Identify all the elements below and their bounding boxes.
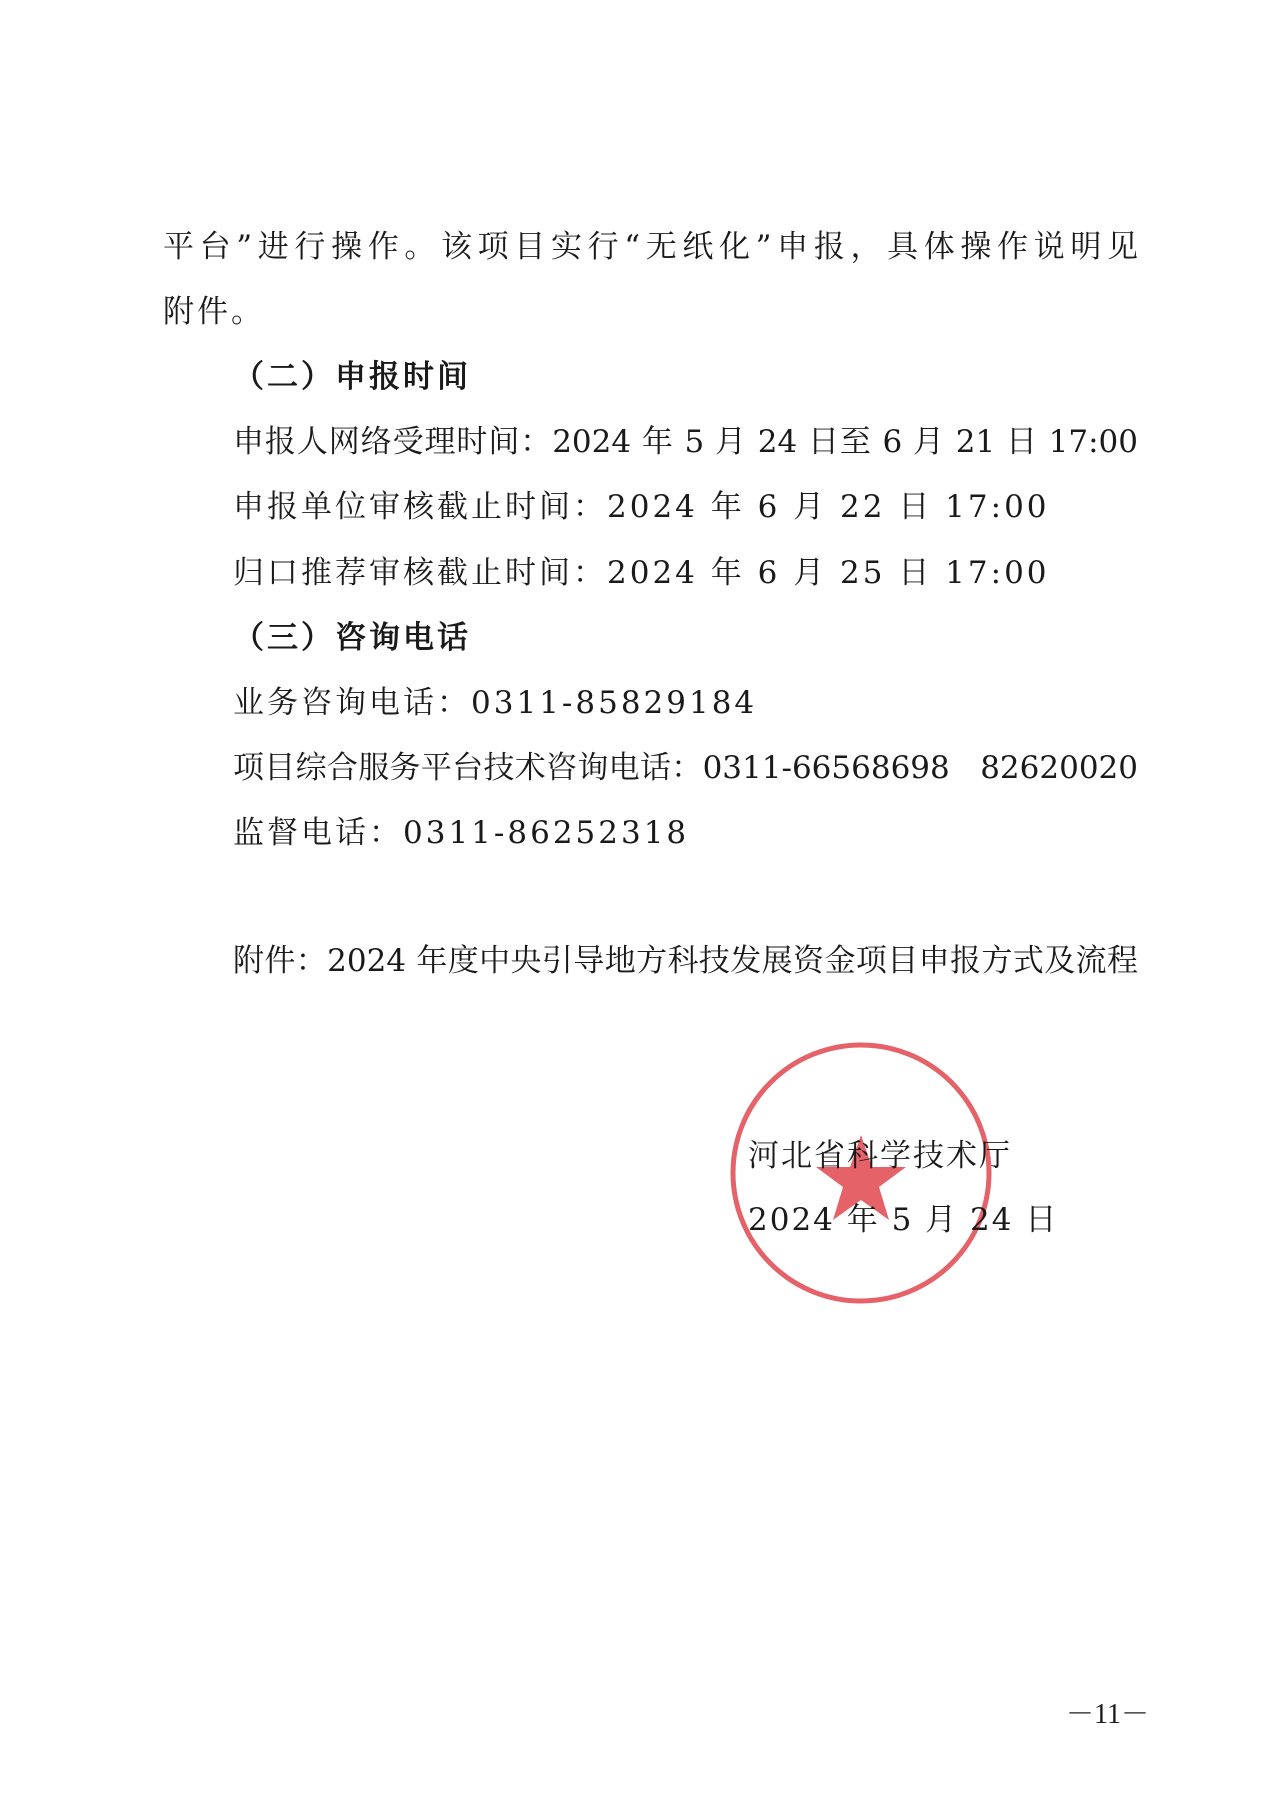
phone-business: 业务咨询电话：0311-85829184 xyxy=(233,685,758,721)
time-recommendation-deadline: 归口推荐审核截止时间：2024 年 6 月 25 日 17:00 xyxy=(233,555,1050,591)
phone-supervision: 监督电话：0311-86252318 xyxy=(233,815,690,851)
body-line-2: 附件。 xyxy=(163,294,265,330)
section-heading-contact-phone: （三）咨询电话 xyxy=(233,620,471,656)
body-line-1: 平台”进行操作。该项目实行“无纸化”申报，具体操作说明见 xyxy=(163,229,1138,265)
signature-date: 2024 年 5 月 24 日 xyxy=(748,1202,1059,1238)
phone-platform-tech: 项目综合服务平台技术咨询电话：0311-66568698 82620020 xyxy=(233,750,1138,786)
page-number: －11－ xyxy=(1066,1699,1149,1730)
time-unit-review-deadline: 申报单位审核截止时间：2024 年 6 月 22 日 17:00 xyxy=(233,489,1050,525)
signature-organization: 河北省科学技术厅 xyxy=(748,1138,1012,1174)
attachment-note: 附件：2024 年度中央引导地方科技发展资金项目申报方式及流程 xyxy=(233,943,1138,979)
section-heading-application-time: （二）申报时间 xyxy=(233,359,471,395)
time-online-acceptance: 申报人网络受理时间：2024 年 5 月 24 日至 6 月 21 日 17:00 xyxy=(233,424,1138,460)
